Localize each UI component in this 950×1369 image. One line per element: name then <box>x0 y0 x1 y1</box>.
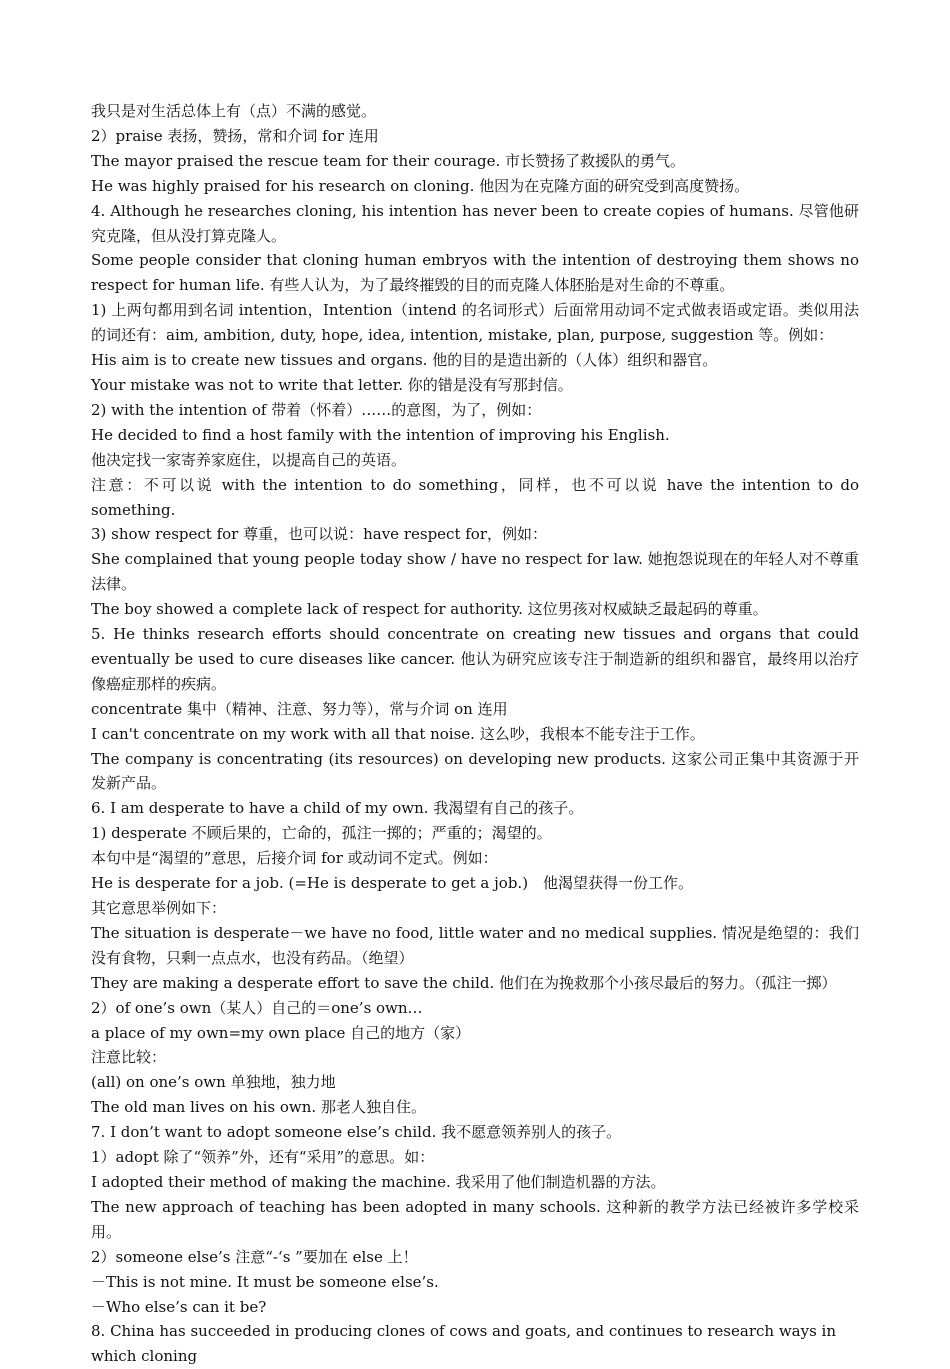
text-line: He decided to find a host family with the intention of improving his English. <box>91 425 670 444</box>
text-line: concentrate 集中（精神、注意、努力等），常与介词 on 连用 <box>91 699 508 718</box>
text-line: a place of my own=my own place 自己的地方（家） <box>91 1023 471 1042</box>
text-line: 其它意思举例如下： <box>91 899 227 917</box>
text-line: 4. Although he researches cloning, his intention has never been to create copies of humans. 尽管他研究克隆，但从没打算克隆人。 <box>91 201 859 245</box>
text-line: (all) on one’s own 单独地，独力地 <box>91 1073 336 1092</box>
text-line: He was highly praised for his research on cloning. 他因为在克隆方面的研究受到高度赞扬。 <box>91 176 750 195</box>
text-line: Your mistake was not to write that letter. 你的错是没有写那封信。 <box>91 375 573 394</box>
text-line: I adopted their method of making the machine. 我采用了他们制造机器的方法。 <box>91 1172 666 1191</box>
text-line: 1) desperate 不顾后果的，亡命的，孤注一掷的；严重的；渴望的。 <box>91 824 552 843</box>
text-line: 2）praise 表扬，赞扬，常和介词 for 连用 <box>91 126 379 145</box>
text-line: 1) 上两句都用到名词 intention，Intention（intend 的名词形式）后面常用动词不定式做表语或定语。类似用法的词还有：aim, ambition, duty, hope, idea, intention, mistake, plan, purpose, suggestion 等。例如： <box>91 301 859 345</box>
text-line: The new approach of teaching has been adopted in many schools. 这种新的教学方法已经被许多学校采用。 <box>91 1197 859 1241</box>
text-line: He is desperate for a job. (=He is desperate to get a job.) 他渴望获得一份工作。 <box>91 874 694 893</box>
text-line: The situation is desperate－we have no food, little water and no medical supplies. 情况是绝望的：我们没有食物，只剩一点点水，也没有药品。（绝望） <box>91 923 859 967</box>
text-line: 2）someone else’s 注意“-‘s ”要加在 else 上！ <box>91 1247 418 1266</box>
text-line: The boy showed a complete lack of respect for authority. 这位男孩对权威缺乏最起码的尊重。 <box>91 600 768 619</box>
text-line: Some people consider that cloning human embryos with the intention of destroying them shows no respect for human life. 有些人认为，为了最终摧毁的目的而克隆人体胚胎是对生命的不尊重。 <box>91 251 859 295</box>
text-line: －Who else’s can it be? <box>91 1297 267 1316</box>
text-line: －This is not mine. It must be someone else’s. <box>91 1272 439 1291</box>
text-line: The mayor praised the rescue team for their courage. 市长赞扬了救援队的勇气。 <box>91 151 686 170</box>
text-line: 8. China has succeeded in producing clones of cows and goats, and continues to research ways in which cloning <box>91 1322 836 1366</box>
text-line: 我只是对生活总体上有（点）不满的感觉。 <box>91 102 377 120</box>
text-line: 他决定找一家寄养家庭住，以提高自己的英语。 <box>91 450 407 469</box>
text-line: 1）adopt 除了“领养”外，还有“采用”的意思。如： <box>91 1148 435 1167</box>
text-line: 注意比较： <box>91 1048 167 1067</box>
text-line: 3) show respect for 尊重，也可以说：have respect for，例如： <box>91 525 547 544</box>
text-line: The old man lives on his own. 那老人独自住。 <box>91 1098 426 1117</box>
text-line: 2) with the intention of 带着（怀着）……的意图，为了，例如： <box>91 400 542 419</box>
text-line: 7. I don’t want to adopt someone else’s child. 我不愿意领养别人的孩子。 <box>91 1123 622 1142</box>
text-line: I can't concentrate on my work with all that noise. 这么吵，我根本不能专注于工作。 <box>91 724 705 743</box>
text-line: She complained that young people today show / have no respect for law. 她抱怨说现在的年轻人对不尊重法律。 <box>91 550 859 594</box>
text-line: The company is concentrating (its resources) on developing new products. 这家公司正集中其资源于开发新产品。 <box>91 749 859 793</box>
text-line: They are making a desperate effort to save the child. 他们在为挽救那个小孩尽最后的努力。（孤注一掷） <box>91 973 837 992</box>
text-line: 6. I am desperate to have a child of my own. 我渴望有自己的孩子。 <box>91 799 584 818</box>
text-line: 注意：不可以说 with the intention to do something，同样，也不可以说 have the intention to do something. <box>91 475 859 519</box>
text-line: 本句中是“渴望的”意思，后接介词 for 或动词不定式。例如： <box>91 849 498 868</box>
text-line: His aim is to create new tissues and organs. 他的目的是造出新的（人体）组织和器官。 <box>91 351 718 370</box>
text-line: 5. He thinks research efforts should concentrate on creating new tissues and organs that could eventually be used to cure diseases like cancer. 他认为研究应该专注于制造新的组织和器官，最终用以治疗像癌症那样的疾病。 <box>91 625 859 693</box>
text-line: 2）of one’s own（某人）自己的＝one’s own… <box>91 998 423 1017</box>
